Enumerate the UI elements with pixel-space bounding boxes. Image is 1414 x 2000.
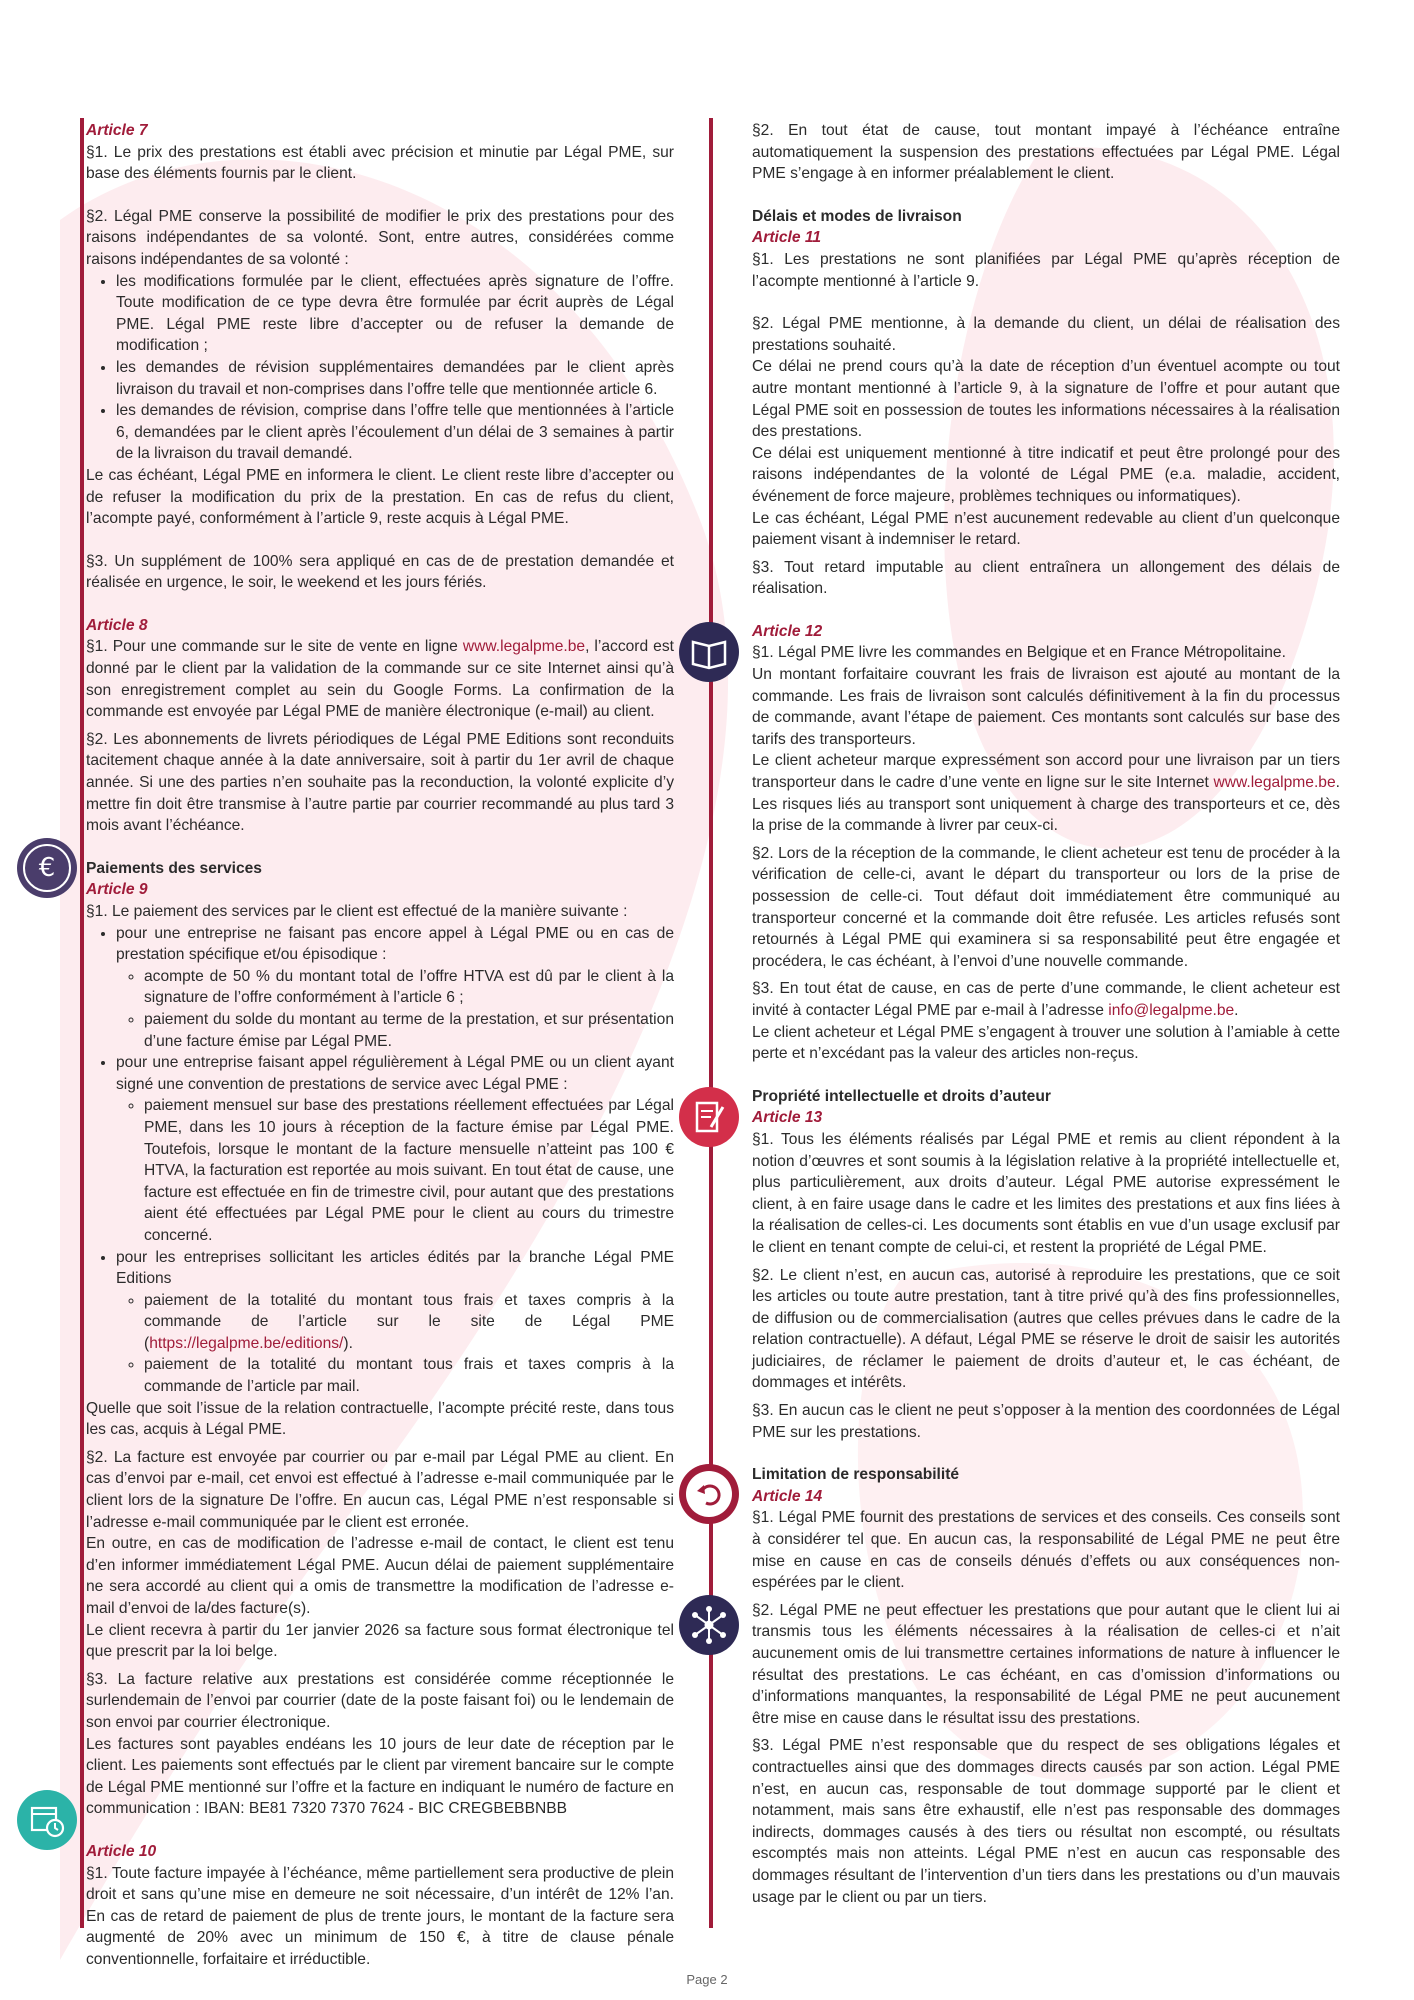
article-12-title: Article 12 [752,622,823,640]
a9-p5: Le client recevra à partir du 1er janvier 2026 sa facture sous format électronique tel que prescrit par la loi belge. [86,1621,674,1661]
a7-p3: Le cas échéant, Légal PME en informera le client. Le client reste libre d’accepter ou de refuser la modification du prix de la prestation. En cas de refus du client, l’acompte payé, conformément à l’article 9, reste acquis à Légal PME. [86,466,674,528]
a12-p1: §1. Légal PME livre les commandes en Belgique et en France Métropolitaine. [752,644,1286,662]
a10-p2: §2. En tout état de cause, tout montant impayé à l’échéance entraîne automatiquement la suspension des prestations effectuées par Légal PME. Légal PME s’engage à en informer préalablement le client. [752,122,1340,183]
delivery-heading: Délais et modes de livraison [752,207,962,225]
website-link[interactable]: www.legalpme.be [1213,774,1336,792]
right-column [752,120,1340,1908]
a9-p4: En outre, en cas de modification de l’adresse e-mail de contact, le client est tenu d’en informer immédiatement Légal PME. Aucun délai de paiement supplémentaire ne sera accordé au client qui a omis de transmettre la modification de l’adresse e-mail d’envoi de la/des facture(s). [86,1535,674,1617]
open-book-icon [679,622,739,682]
left-rail-line [80,118,84,1928]
editions-link[interactable]: https://legalpme.be/editions/ [149,1334,344,1352]
a9-bullets [86,923,674,1398]
euro-icon: € [17,838,77,898]
a12-p3: Le client acheteur marque expressément son accord pour une livraison par un tiers transporteur dans le cadre d’une vente en ligne sur le site Internet www.legalpme.be. Les risques liés au transport sont uniquement à charge des transporteurs et ce, dès la prise de la commande à livrer par ceux-ci. [752,752,1340,835]
email-link[interactable]: info@legalpme.be [1108,1001,1235,1019]
a12-p5: §3. En tout état de cause, en cas de perte d’une commande, le client acheteur est invité à contacter Légal PME par e-mail à l’adresse info@legalpme.be. [752,980,1340,1019]
network-icon [679,1595,739,1655]
a11-p5: Le cas échéant, Légal PME n’est aucunement redevable au client d’un quelconque paiement visant à indemniser le retard. [752,509,1340,549]
article-10-title: Article 10 [86,1842,157,1860]
a9-p1: §1. Le paiement des services par le client est effectué de la manière suivante : [86,903,628,920]
list-item: • les modifications formulée par le client, effectuées après signature de l’offre. Toute modification de ce type devra être formulée par écrit auprès de Légal PME. Légal PME reste libre d’accepter ou de refuser la demande de modification ; [116,271,674,357]
a9-p6: §3. La facture relative aux prestations est considérée comme réceptionnée le surlendemain de l’envoi par courrier (date de la poste faisant foi) ou le lendemain de son envoi par courrier électronique. [86,1670,674,1731]
a14-p3: §3. Légal PME n’est responsable que du respect de ses obligations légales et contractuelles ainsi que des dommages directs causés par son action. Légal PME n’est, en aucun cas, responsable de tout dommage supporté par le client et notamment, mais sans être exhaustif, elle n’est pas responsable des dommages indirects, dommages causés à des tiers ou résultat non escompté, ou résultats escomptés mais non atteints. Légal PME n’est en aucun cas responsable des dommages résultant de l’intervention d’un tiers dans les prestations ou d’un mauvais usage par le client ou par un tiers. [752,1737,1340,1906]
list-item: • pour les entreprises sollicitant les articles édités par la branche Légal PME Editions ◦ paiement de la totalité du montant tous frais et taxes compris à la commande de l’article sur le site de Légal PME (https://legalpme.be/editions/). ◦ paiement de la totalité du montant tous frais et taxes compris à la commande de l’article par mail. [116,1247,674,1398]
a9-p2: Quelle que soit l’issue de la relation contractuelle, l’acompte précité reste, dans tous les cas, acquis à Légal PME. [86,1399,674,1439]
list-item: • pour une entreprise ne faisant pas encore appel à Légal PME ou en cas de prestation spécifique et/ou épisodique : ◦ acompte de 50 % du montant total de l’offre HTVA est dû par le client à la signature de l’offre conformément à l’article 6 ; ◦ paiement du solde du montant au terme de la prestation, et sur présentation d’une facture émise par Légal PME. [116,923,674,1053]
payments-heading: Paiements des services [86,859,262,877]
a10-p1: §1. Toute facture impayée à l’échéance, même partiellement sera productive de plein droit et sans qu’une mise en demeure ne soit nécessaire, d’un intérêt de 12% l’an. En cas de retard de paiement de plus de trente jours, le montant de la facture sera augmenté de 20% avec un minimum de 150 €, à titre de clause pénale conventionnelle, forfaitaire et irréductible. [86,1864,674,1968]
a11-p4: Ce délai est uniquement mentionné à titre indicatif et peut être prolongé pour des raisons indépendantes de la volonté de Légal PME (e.a. maladie, accident, événement de force majeure, problèmes techniques ou informatiques). [752,444,1340,505]
a12-p4: §2. Lors de la réception de la commande, le client acheteur est tenu de procéder à la vérification de celle-ci, avant le départ du transporteur ou lors de la prise de possession de celle-ci. Tout défaut doit immédiatement être communiqué au transporteur concerné et la commande doit être refusée. Les articles refusés sont retournés à Légal PME qui examinera si sa responsabilité peut être engagée et procédera, le cas échéant, à l’envoi d’une nouvelle commande. [752,844,1340,970]
a11-p6: §3. Tout retard imputable au client entraînera un allongement des délais de réalisation. [752,558,1340,598]
undo-arrow-icon [679,1464,739,1524]
left-column [86,120,674,1971]
document-edit-icon [679,1087,739,1147]
a14-p2: §2. Légal PME ne peut effectuer les prestations que pour autant que le client lui ai transmis tous les éléments nécessaires à la réalisation de celles-ci et n’ait aucunement omis de lui transmettre certaines informations de nature à influencer le résultat des prestations. Le cas échéant, en cas d’omission d’informations ou d’informations manquantes, la responsabilité de Légal PME ne peut aucunement être mise en cause dans le résultat issu des prestations. [752,1601,1340,1727]
center-rail-line [709,118,713,1928]
a11-p3: Ce délai ne prend cours qu’à la date de réception d’un éventuel acompte ou tout autre montant mentionné à l’article 9, à la signature de l’offre et pour autant que Légal PME soit en possession de toutes les informations nécessaires à la réalisation des prestations. [752,358,1340,441]
list-item: ◦ paiement mensuel sur base des prestations réellement effectuées par Légal PME, dans les 10 jours à réception de la facture émise par Légal PME. Toutefois, lorsque le montant de la facture mensuelle n’atteint pas 100 € HTVA, la facturation est reportée au mois suivant. En tout état de cause, une facture est effectuée en fin de trimestre civil, pour autant que des prestations aient été effectuées par Légal PME pour le client au cours du trimestre concerné. [144,1095,674,1246]
article-13-title: Article 13 [752,1109,823,1127]
a13-p2: §2. Le client n’est, en aucun cas, autorisé à reproduire les prestations, que ce soit les articles ou toute autre prestation, tant à titre privé qu’à des fins professionnelles, de diffusion ou de commercialisation (autres que celles prévues dans le cadre de la relation contractuelle). A défaut, Légal PME se réserve le droit de saisir les autorités judiciaires, de réclamer le paiement de droits d’auteur et, le cas échéant, de dommages et intérêts. [752,1266,1340,1392]
page-number: Page 2 [686,1972,728,1987]
list-item: ◦ paiement de la totalité du montant tous frais et taxes compris à la commande de l’article sur le site de Légal PME (https://legalpme.be/editions/). [144,1290,674,1355]
a7-p4: §3. Un supplément de 100% sera appliqué en cas de de prestation demandée et réalisée en urgence, le soir, le weekend et les jours fériés. [86,552,674,592]
a11-p2: §2. Légal PME mentionne, à la demande du client, un délai de réalisation des prestations souhaité. [752,315,1340,354]
a9-p7: Les factures sont payables endéans les 10 jours de leur date de réception par le client. Les paiements sont effectués par le client par virement bancaire sur le compte de Légal PME mentionné sur l’offre et la facture en indiquant le numéro de facture en communication : IBAN: BE81 7320 7370 7624 - BIC CREGBEBBNBB [86,1735,674,1818]
list-item: • pour une entreprise faisant appel régulièrement à Légal PME ou un client ayant signé une convention de prestations de service avec Légal PME : ◦ paiement mensuel sur base des prestations réellement effectuées par Légal PME, dans les 10 jours à réception de la facture émise par Légal PME. Toutefois, lorsque le montant de la facture mensuelle n’atteint pas 100 € HTVA, la facturation est reportée au mois suivant. En tout état de cause, une facture est effectuée en fin de trimestre civil, pour autant que des prestations aient été effectuées par Légal PME pour le client au cours du trimestre concerné. [116,1052,674,1246]
a7-p2: §2. Légal PME conserve la possibilité de modifier le prix des prestations pour des raisons indépendantes de sa volonté. Sont, entre autres, considérées comme raisons indépendantes de sa volonté : [86,207,674,268]
a8-p1: §1. Pour une commande sur le site de vente en ligne www.legalpme.be, l’accord est donné par le client par la validation de la commande sur ce site Internet ainsi qu’à son enregistrement complet au sein du Google Forms. La confirmation de la commande est envoyée par Légal PME de manière électronique (e-mail) au client. [86,638,674,721]
a13-p3: §3. En aucun cas le client ne peut s’opposer à la mention des coordonnées de Légal PME sur les prestations. [752,1402,1340,1441]
list-item: ◦ paiement du solde du montant au terme de la prestation, et sur présentation d’une facture émise par Légal PME. [144,1009,674,1052]
article-14-title: Article 14 [752,1487,823,1505]
a7-bullets [86,271,674,465]
article-9-title: Article 9 [86,881,148,899]
article-11-title: Article 11 [752,229,822,247]
article-8-title: Article 8 [86,616,148,634]
list-item: • les demandes de révision, comprise dans l’offre telle que mentionnées à l’article 6, demandées par le client après l’écoulement d’un délai de 3 semaines à partir de la livraison du travail demandé. [116,400,674,465]
a13-p1: §1. Tous les éléments réalisés par Légal PME et remis au client répondent à la notion d’œuvres et sont soumis à la législation relative à la propriété intellectuelle et, plus particulièrement, aux droits d’auteur. Légal PME autorise expressément le client, à en faire usage dans le cadre et les limites des prestations et aux fins liées à la réalisation de celles-ci. Les documents sont établis en vue d’un usage exclusif par le client en tenant compte de celui-ci, et restent la propriété de Légal PME. [752,1130,1340,1256]
a9-p3: §2. La facture est envoyée par courrier ou par e-mail par Légal PME au client. En cas d’envoi par e-mail, cet envoi est effectué à l’adresse e-mail communiquée par le client lors de la signature De l’offre. En aucun cas, Légal PME n’est responsable si l’adresse e-mail communiquée par le client est erronée. [86,1448,674,1531]
a12-p2: Un montant forfaitaire couvrant les frais de livraison est ajouté au montant de la commande. Les frais de livraison sont calculés définitivement à la fin du processus de commande, avant l’étape de paiement. Ces montants sont calculés sur base des tarifs des transporteurs. [752,666,1340,748]
list-item: • les demandes de révision supplémentaires demandées par le client après livraison du travail et non-comprises dans l’offre telle que mentionnée article 6. [116,357,674,400]
liability-heading: Limitation de responsabilité [752,1466,960,1484]
website-link[interactable]: www.legalpme.be [462,638,586,656]
list-item: ◦ acompte de 50 % du montant total de l’offre HTVA est dû par le client à la signature de l’offre conformément à l’article 6 ; [144,966,674,1009]
a7-p1: §1. Le prix des prestations est établi avec précision et minutie par Légal PME, sur base des éléments fournis par le client. [86,143,674,183]
list-item: ◦ paiement de la totalité du montant tous frais et taxes compris à la commande de l’article par mail. [144,1354,674,1397]
a8-p2: §2. Les abonnements de livrets périodiques de Légal PME Editions sont reconduits tacitement chaque année à la date anniversaire, soit à partir du 1er avril de chaque année. Si une des parties n’en souhaite pas la reconduction, la volonté explicite d’y mettre fin doit être transmise à l’autre partie par courrier recommandé au plus tard 3 mois avant l’échéance. [86,730,674,835]
calendar-clock-icon [17,1790,77,1850]
a12-p6: Le client acheteur et Légal PME s’engagent à trouver une solution à l’amiable à cette perte et n’excédant pas la valeur des articles non-reçus. [752,1023,1340,1063]
a14-p1: §1. Légal PME fournit des prestations de services et des conseils. Ces conseils sont à considérer tel que. En aucun cas, la responsabilité de Légal PME ne peut être mise en cause en cas de conseils dénués d’effets ou aux conséquences non-espérées par le client. [752,1509,1340,1592]
ip-heading: Propriété intellectuelle et droits d’auteur [752,1087,1051,1105]
a11-p1: §1. Les prestations ne sont planifiées par Légal PME qu’après réception de l’acompte mentionné à l’article 9. [752,250,1340,290]
article-7-title: Article 7 [86,122,148,139]
